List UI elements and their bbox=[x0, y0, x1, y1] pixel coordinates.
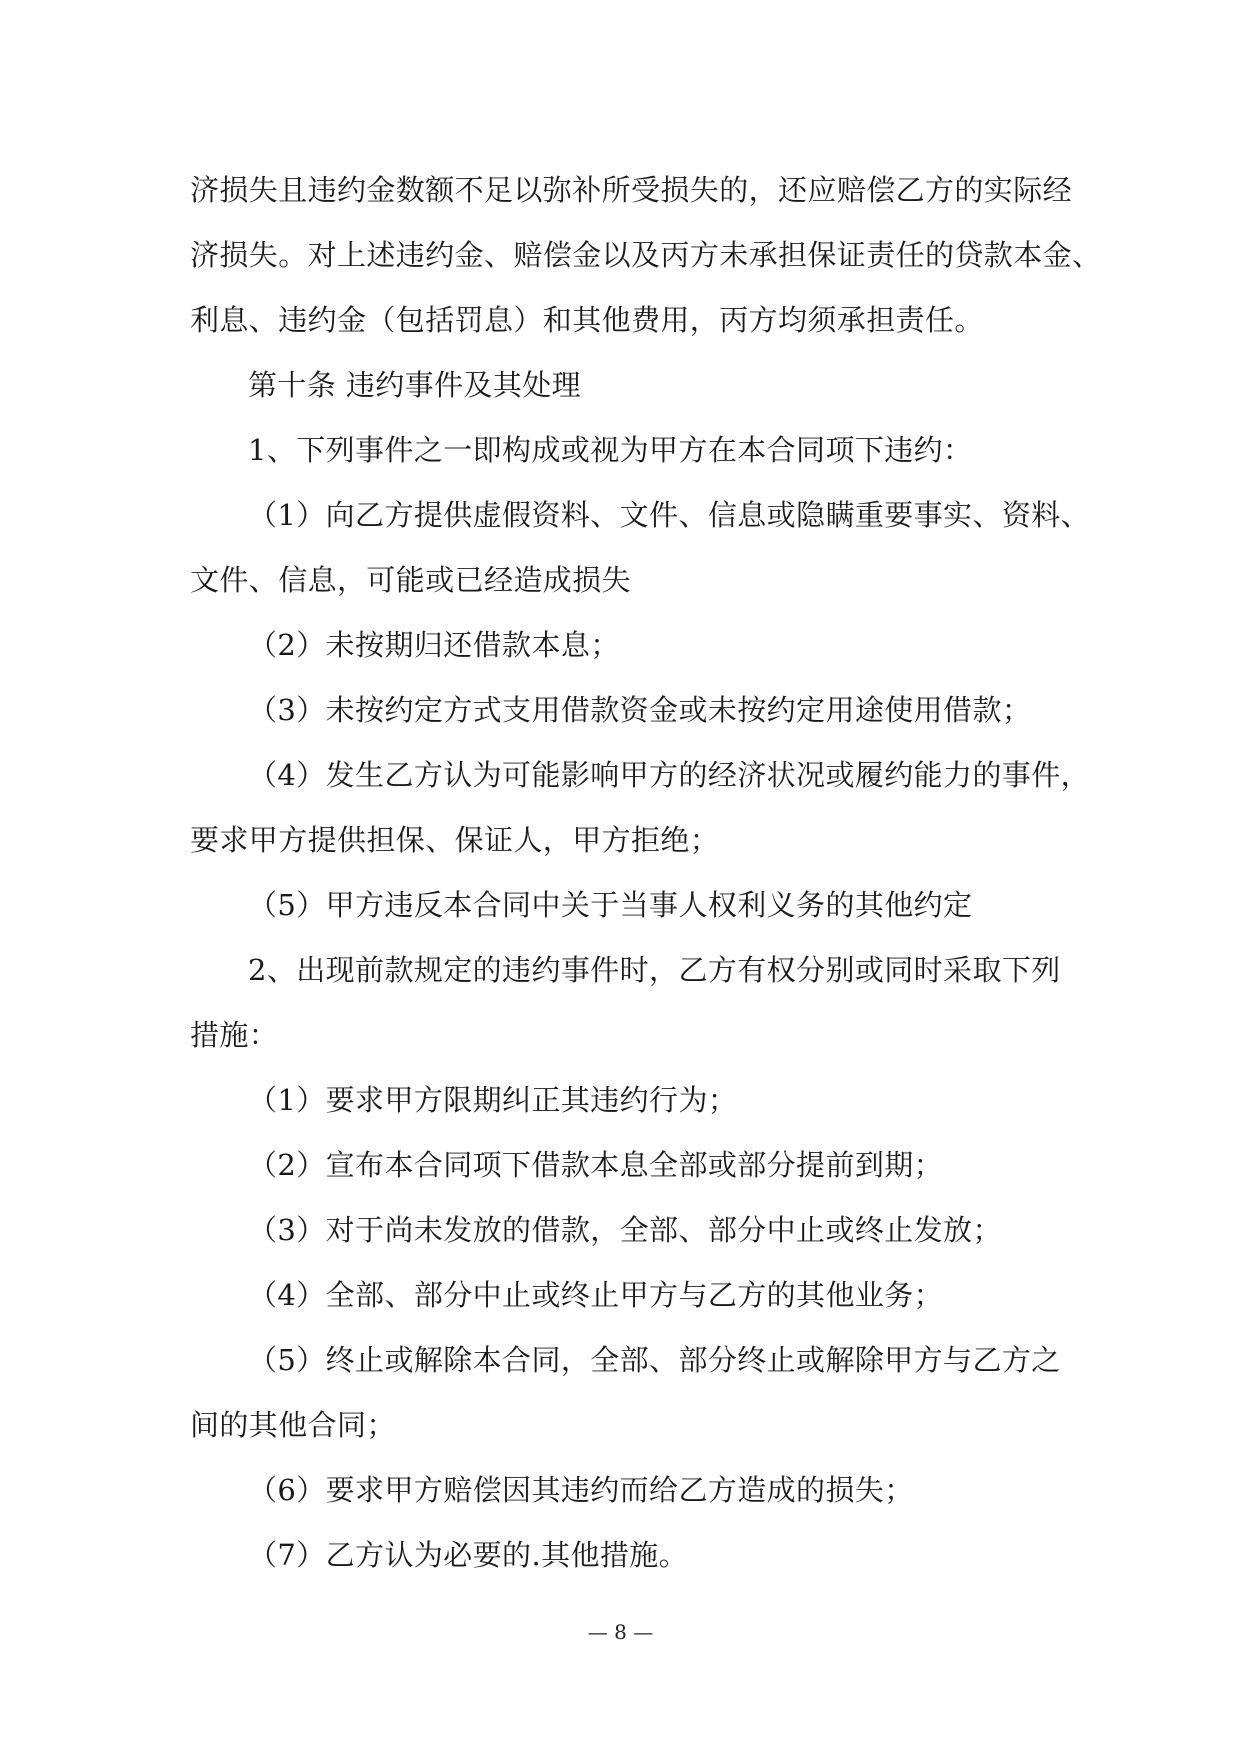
text-line: 利息、违约金（包括罚息）和其他费用，丙方均须承担责任。 bbox=[190, 303, 984, 337]
text-line: 文件、信息，可能或已经造成损失 bbox=[190, 563, 632, 597]
article-heading: 第十条 违约事件及其处理 bbox=[248, 368, 582, 402]
body-text bbox=[190, 158, 1102, 1588]
list-item: （5）终止或解除本合同，全部、部分终止或解除甲方与乙方之 bbox=[248, 1343, 1061, 1377]
list-item: （7）乙方认为必要的.其他措施。 bbox=[248, 1538, 689, 1572]
clause-heading: 2、出现前款规定的违约事件时，乙方有权分别或同时采取下列 bbox=[248, 953, 1061, 987]
list-item: （2）未按期归还借款本息； bbox=[248, 628, 620, 662]
page-number: — 8 — bbox=[587, 1620, 654, 1644]
list-item: （3）未按约定方式支用借款资金或未按约定用途使用借款； bbox=[248, 693, 1032, 727]
list-item: （5）甲方违反本合同中关于当事人权利义务的其他约定 bbox=[248, 888, 973, 922]
clause-heading: 1、下列事件之一即构成或视为甲方在本合同项下违约： bbox=[248, 433, 973, 467]
list-item: （1）要求甲方限期纠正其违约行为； bbox=[248, 1083, 738, 1117]
text-line: 措施： bbox=[190, 1018, 279, 1052]
text-line: 间的其他合同； bbox=[190, 1408, 396, 1442]
list-item: （4）发生乙方认为可能影响甲方的经济状况或履约能力的事件， bbox=[248, 758, 1091, 792]
text-line: 济损失。对上述违约金、赔偿金以及丙方未承担保证责任的贷款本金、 bbox=[190, 238, 1102, 272]
list-item: （4）全部、部分中止或终止甲方与乙方的其他业务； bbox=[248, 1278, 944, 1312]
list-item: （2）宣布本合同项下借款本息全部或部分提前到期； bbox=[248, 1148, 944, 1182]
text-line: 要求甲方提供担保、保证人，甲方拒绝； bbox=[190, 823, 720, 857]
list-item: （3）对于尚未发放的借款，全部、部分中止或终止发放； bbox=[248, 1213, 1002, 1247]
list-item: （1）向乙方提供虚假资料、文件、信息或隐瞒重要事实、资料、 bbox=[248, 498, 1091, 532]
list-item: （6）要求甲方赔偿因其违约而给乙方造成的损失； bbox=[248, 1473, 914, 1507]
text-line: 济损失且违约金数额不足以弥补所受损失的，还应赔偿乙方的实际经 bbox=[190, 173, 1073, 207]
